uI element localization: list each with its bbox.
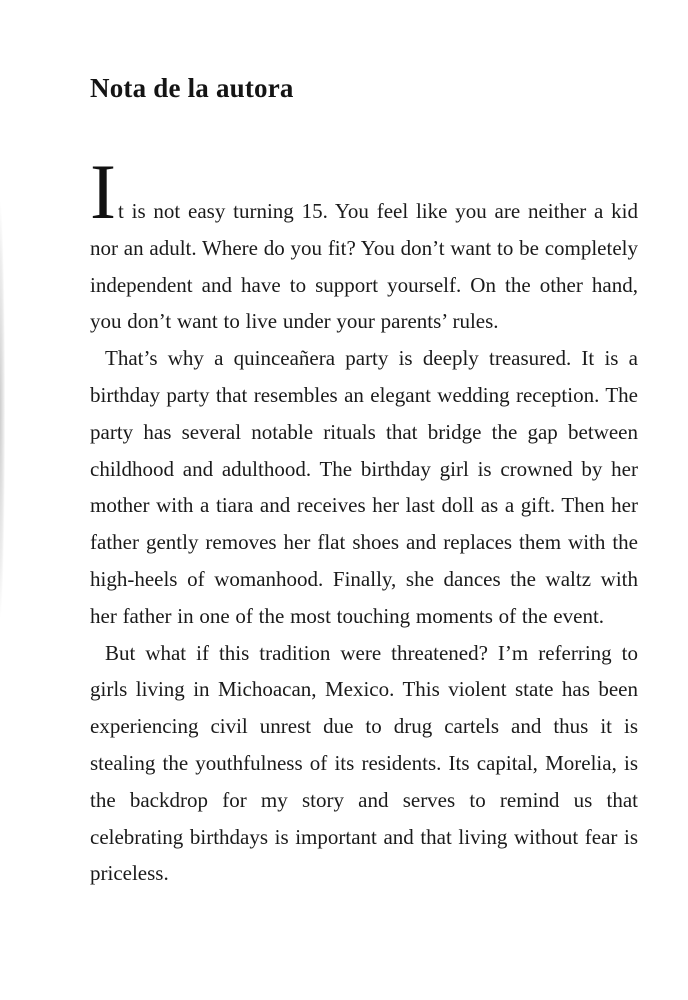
- paragraph-text: t is not easy turning 15. You feel like you are neither a kid nor an adult. Where do you fit? You don’t want to be completely independent and have to support yourself. On the other hand, you don’t want to live under your parents’ rules.: [90, 199, 638, 334]
- author-note-body: [90, 148, 638, 892]
- page-content: [90, 0, 638, 892]
- paragraph: [90, 148, 638, 340]
- drop-cap: I: [90, 148, 118, 235]
- page-title: Nota de la autora: [90, 73, 294, 103]
- paragraph: That’s why a quinceañera party is deeply treasured. It is a birthday party that resembles an elegant wedding reception. The party has several notable rituals that bridge the gap between childhood and adulthood. The birthday girl is crowned by her mother with a tiara and receives her last doll as a gift. Then her father gently removes her flat shoes and replaces them with the high-heels of womanhood. Finally, she dances the waltz with her father in one of the most touching moments of the event.: [90, 346, 638, 628]
- scan-shadow-left: [0, 130, 8, 690]
- paragraph: But what if this tradition were threatened? I’m referring to girls living in Michoacan, Mexico. This violent state has been experiencing civil unrest due to drug cartels and thus it is stealing the youthfulness of its residents. Its capital, Morelia, is the backdrop for my story and serves to remind us that celebrating birthdays is important and that living without fear is priceless.: [90, 640, 638, 886]
